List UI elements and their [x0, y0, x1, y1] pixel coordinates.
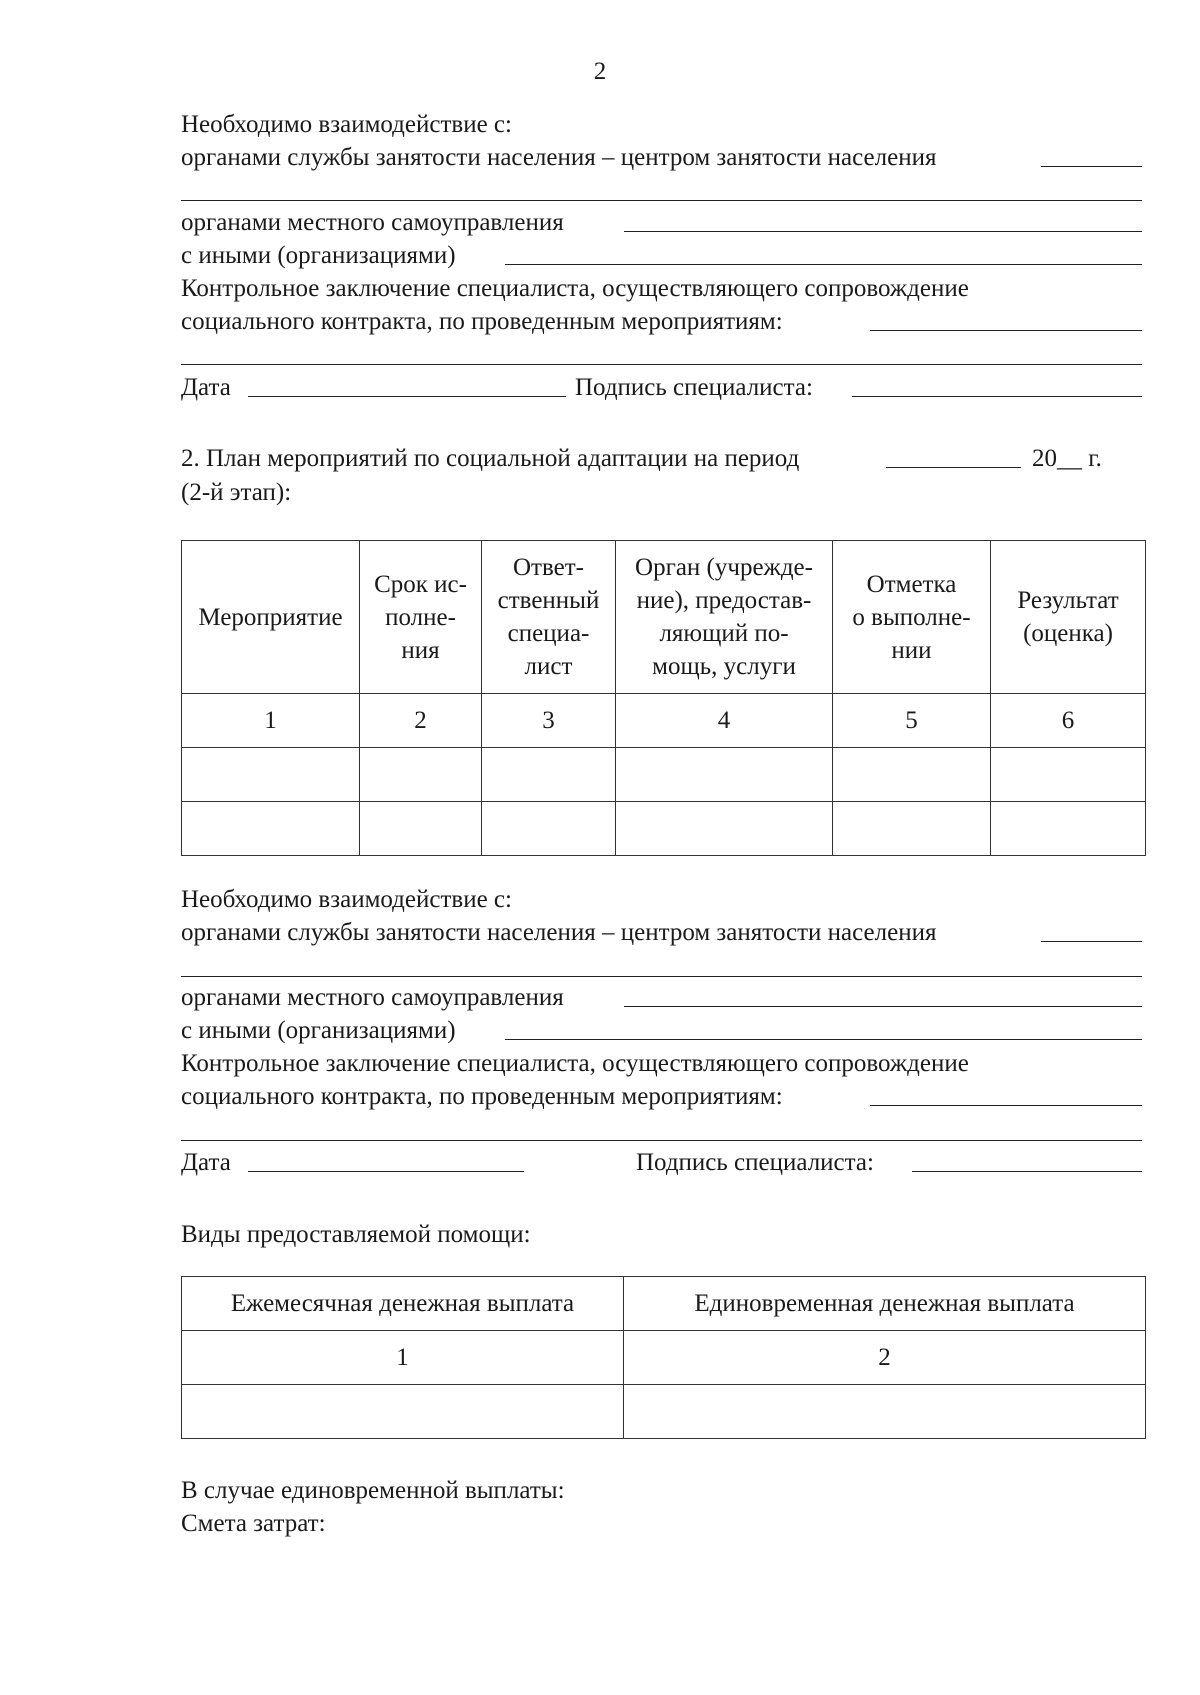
lump-sum-title: В случае единовременной выплаты: — [181, 1477, 565, 1504]
signature-label: Подпись специалиста: — [636, 1149, 874, 1176]
date-field[interactable] — [248, 1171, 524, 1172]
column-number: 1 — [182, 1331, 624, 1385]
table-number-row — [182, 1331, 1146, 1385]
conclusion-line-1: Контрольное заключение специалиста, осуществляющего сопровождение — [181, 1050, 969, 1077]
interaction-heading: Необходимо взаимодействие с: — [181, 886, 512, 913]
others-field[interactable] — [505, 1039, 1142, 1040]
table-cell[interactable] — [482, 748, 616, 802]
table-header-row — [182, 541, 1146, 694]
estimate-title: Смета затрат: — [181, 1510, 326, 1537]
table-cell[interactable] — [360, 748, 482, 802]
table-header-row — [182, 1277, 1146, 1331]
table-cell[interactable] — [624, 1385, 1146, 1439]
local-gov-label: органами местного самоуправления — [181, 984, 564, 1011]
local-gov-field[interactable] — [624, 1006, 1142, 1007]
employment-field[interactable] — [1041, 166, 1142, 167]
date-label: Дата — [181, 1149, 231, 1176]
header-activity: Мероприятие — [182, 541, 360, 694]
employment-field-continued[interactable] — [181, 976, 1142, 977]
column-number: 5 — [833, 694, 991, 748]
table-cell[interactable] — [360, 802, 482, 856]
employment-field[interactable] — [1041, 941, 1142, 942]
table-cell[interactable] — [482, 802, 616, 856]
interaction-heading: Необходимо взаимодействие с: — [181, 111, 512, 138]
table-cell[interactable] — [833, 802, 991, 856]
header-lump-sum-payment: Единовременная денежная выплата — [624, 1277, 1146, 1331]
others-field[interactable] — [505, 264, 1142, 265]
header-responsible: Ответ- ственный специа- лист — [482, 541, 616, 694]
conclusion-line-2: социального контракта, по проведенным мероприятиям: — [181, 1083, 783, 1110]
date-field[interactable] — [248, 396, 566, 397]
employment-label: органами службы занятости населения – центром занятости населения — [181, 919, 937, 946]
column-number: 1 — [182, 694, 360, 748]
header-monthly-payment: Ежемесячная денежная выплата — [182, 1277, 624, 1331]
period-field[interactable] — [886, 467, 1021, 468]
table-cell[interactable] — [991, 802, 1146, 856]
column-number: 4 — [616, 694, 833, 748]
conclusion-line-2: социального контракта, по проведенным мероприятиям: — [181, 308, 783, 335]
table-cell[interactable] — [182, 1385, 624, 1439]
signature-field[interactable] — [852, 396, 1142, 397]
table-cell[interactable] — [182, 748, 360, 802]
date-label: Дата — [181, 374, 231, 401]
table-cell[interactable] — [616, 748, 833, 802]
local-gov-field[interactable] — [624, 231, 1142, 232]
plan-title: 2. План мероприятий по социальной адаптации на период — [181, 445, 800, 472]
employment-field-continued[interactable] — [181, 200, 1142, 201]
table-row — [182, 1385, 1146, 1439]
column-number: 2 — [360, 694, 482, 748]
local-gov-label: органами местного самоуправления — [181, 209, 564, 236]
column-number: 3 — [482, 694, 616, 748]
table-cell[interactable] — [991, 748, 1146, 802]
year-label: 20__ г. — [1032, 445, 1102, 472]
plan-stage-label: (2-й этап): — [181, 479, 292, 506]
table-cell[interactable] — [833, 748, 991, 802]
employment-label: органами службы занятости населения – центром занятости населения — [181, 144, 937, 171]
header-result: Результат (оценка) — [991, 541, 1146, 694]
column-number: 6 — [991, 694, 1146, 748]
aid-types-title: Виды предоставляемой помощи: — [181, 1221, 531, 1248]
table-cell[interactable] — [616, 802, 833, 856]
header-agency: Орган (учрежде- ние), предостав- ляющий по- мощь, услуги — [616, 541, 833, 694]
header-deadline: Срок ис- полне- ния — [360, 541, 482, 694]
signature-field[interactable] — [912, 1171, 1142, 1172]
conclusion-field[interactable] — [870, 330, 1142, 331]
others-label: с иными (организациями) — [181, 242, 456, 269]
plan-table — [181, 540, 1146, 856]
table-row — [182, 802, 1146, 856]
column-number: 2 — [624, 1331, 1146, 1385]
aid-table — [181, 1276, 1146, 1439]
conclusion-field-continued[interactable] — [181, 364, 1142, 365]
others-label: с иными (организациями) — [181, 1017, 456, 1044]
conclusion-field-continued[interactable] — [181, 1140, 1142, 1141]
conclusion-line-1: Контрольное заключение специалиста, осуществляющего сопровождение — [181, 275, 969, 302]
page-number: 2 — [593, 58, 607, 85]
table-row — [182, 748, 1146, 802]
table-cell[interactable] — [182, 802, 360, 856]
table-number-row — [182, 694, 1146, 748]
header-completion-mark: Отметка о выполне- нии — [833, 541, 991, 694]
conclusion-field[interactable] — [870, 1105, 1142, 1106]
signature-label: Подпись специалиста: — [575, 374, 813, 401]
